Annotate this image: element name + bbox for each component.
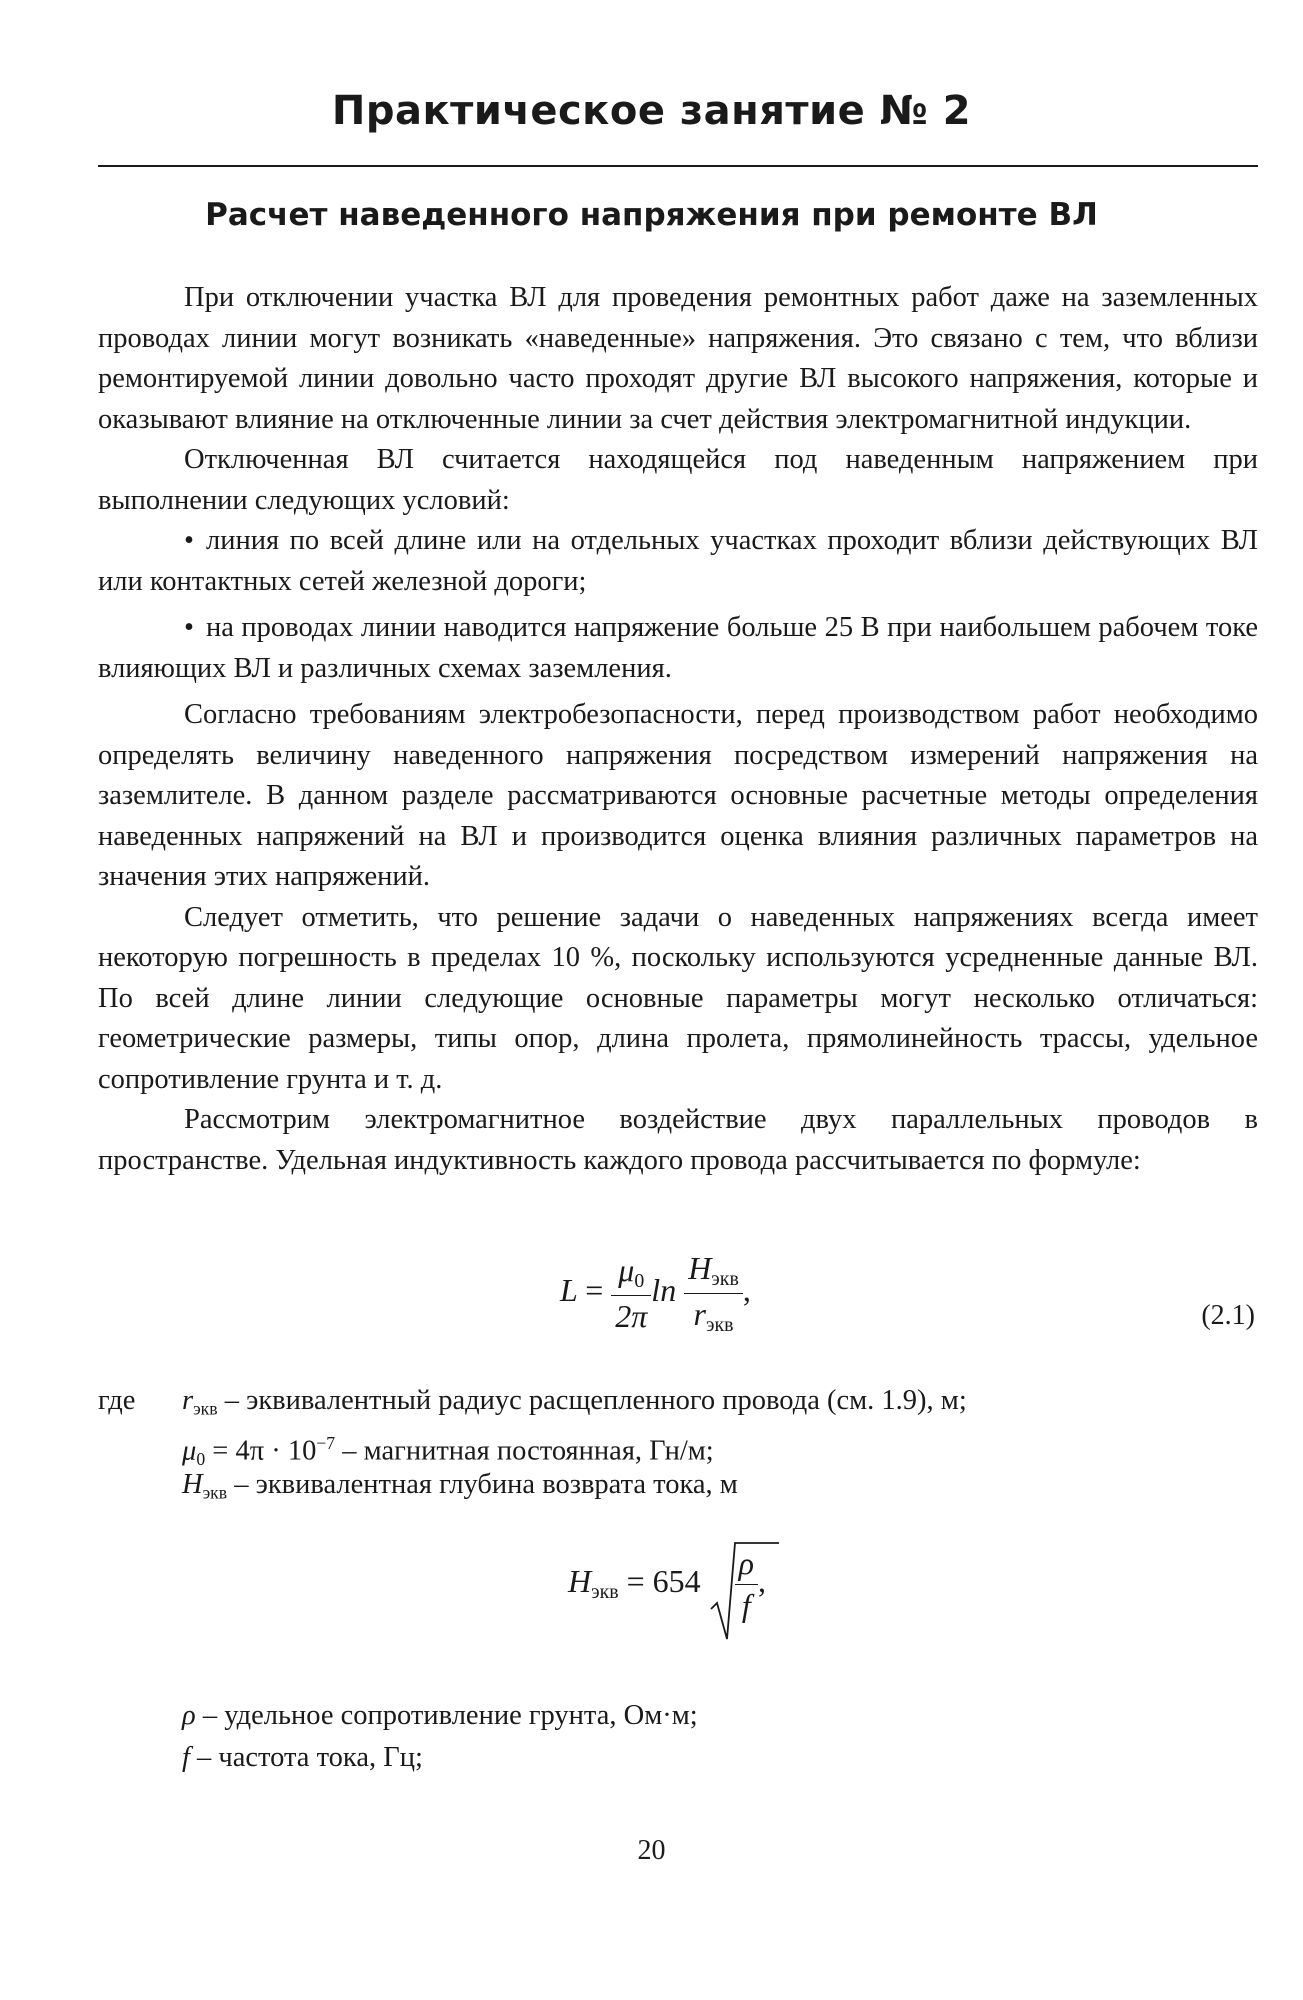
r-symbol: r [693, 1295, 706, 1332]
mu-subscript: 0 [196, 1448, 206, 1469]
equation-number: (2.1) [1201, 1300, 1255, 1331]
formula-inductance [560, 1250, 1080, 1360]
formula2-comma: , [758, 1562, 767, 1599]
definition-r-eq [98, 1380, 1258, 1422]
definitions-list [98, 1380, 1258, 1506]
formula1-coef-den: 2π [615, 1297, 648, 1334]
definitions-list-2 [182, 1695, 1182, 1779]
formula2-num: ρ [735, 1545, 758, 1585]
formula1-eq: = [585, 1271, 604, 1308]
definition-mu0-text: – магнитная постоянная, Гн/м; [335, 1435, 714, 1467]
formula2-coefficient: = 654 [626, 1562, 701, 1599]
formula1-arg-den [684, 1294, 743, 1337]
rho-symbol: ρ [182, 1700, 196, 1731]
formula2-lhs-subscript: экв [591, 1580, 619, 1603]
radical-sign-icon [709, 1539, 779, 1643]
formula2-den: f [741, 1587, 751, 1623]
definition-f [182, 1737, 1182, 1779]
definition-h-text: – эквивалентная глубина возврата тока, м [227, 1469, 738, 1500]
definitions-lead: где [98, 1385, 136, 1416]
mu-value: = 4π · 10 [205, 1435, 317, 1467]
paragraph-1: При отключении участка ВЛ для проведения ремонтных работ даже на заземленных проводах линии могут возникать «наведенные» напряжения. Это связано с тем, что вблизи ремонтируемой линии довольно часто проходят другие ВЛ высокого напряжения, которые и оказывают влияние на отключенные линии за счет действия электромагнитной индукции. [98, 282, 1258, 435]
square-root [709, 1545, 758, 1624]
mu-symbol: μ [182, 1435, 197, 1467]
definition-r-text: – эквивалентный радиус расщепленного провода (см. 1.9), м; [217, 1385, 967, 1416]
formula1-comma: , [742, 1271, 751, 1308]
section-title: Расчет наведенного напряжения при ремонте ВЛ [205, 197, 1098, 233]
paragraph-5: Рассмотрим электромагнитное воздействие двух параллельных проводов в пространстве. Удельная индуктивность каждого провода рассчитывается по формуле: [98, 1104, 1258, 1176]
bullet-item-2: • на проводах линии наводится напряжение больше 25 В при наибольшем рабочем токе влияющих ВЛ и различных схемах заземления. [98, 608, 1258, 689]
formula1-coefficient [611, 1252, 651, 1335]
r-subscript: экв [705, 1313, 734, 1336]
paragraph-3: Согласно требованиям электробезопасности, перед производством работ необходимо определять величину наведенного напряжения посредством измерений напряжения на заземлителе. В данном разделе рассматриваются основные расчетные методы определения наведенных напряжений на ВЛ и производится оценка влияния различных параметров на значения этих напряжений. [98, 699, 1258, 892]
definition-h-eq [98, 1464, 1258, 1506]
paragraph-4: Следует отметить, что решение задачи о наведенных напряжениях всегда имеет некоторую погрешность в пределах 10 %, поскольку используются усредненные данные ВЛ. По всей длине линии следующие основные параметры могут несколько отличаться: геометрические размеры, типы опор, длина пролета, прямолинейность трассы, удельное сопротивление грунта и т. д. [98, 901, 1258, 1095]
definition-mu0 [98, 1422, 1258, 1469]
title-rule [98, 165, 1258, 167]
definition-f-text: – частота тока, Гц; [189, 1742, 423, 1773]
definition-h-content [182, 1464, 738, 1513]
formula1-lhs: L [560, 1271, 578, 1308]
paragraph-2: Отключенная ВЛ считается находящейся под наведенным напряжением при выполнении следующих условий: [98, 444, 1258, 516]
h-subscript: экв [202, 1482, 228, 1503]
formula1-ln: ln [651, 1271, 677, 1308]
f-symbol: f [182, 1742, 190, 1773]
definition-rho [182, 1695, 1182, 1737]
formula1-coef-num [611, 1252, 651, 1296]
h-subscript: экв [711, 1267, 739, 1290]
mu-subscript: 0 [634, 1269, 645, 1292]
formula1-argument [684, 1250, 743, 1337]
mu-symbol: μ [618, 1251, 635, 1288]
chapter-title: Практическое занятие № 2 [331, 88, 972, 134]
h-symbol: H [182, 1469, 203, 1500]
bullet-item-1: • линия по всей длине или на отдельных участках проходит вблизи действующих ВЛ или контактных сетей железной дороги; [98, 521, 1258, 602]
definition-rho-text: – удельное сопротивление грунта, Ом·м; [195, 1700, 698, 1731]
formula1-arg-num [684, 1250, 743, 1294]
formula2-lhs: H [568, 1562, 592, 1599]
mu-exponent: −7 [316, 1433, 336, 1453]
r-subscript: экв [193, 1398, 218, 1419]
h-symbol: H [688, 1250, 712, 1286]
page-number: 20 [637, 1835, 666, 1866]
formula-return-depth [568, 1545, 968, 1655]
body-text [98, 278, 1258, 1181]
r-symbol: r [182, 1385, 194, 1416]
